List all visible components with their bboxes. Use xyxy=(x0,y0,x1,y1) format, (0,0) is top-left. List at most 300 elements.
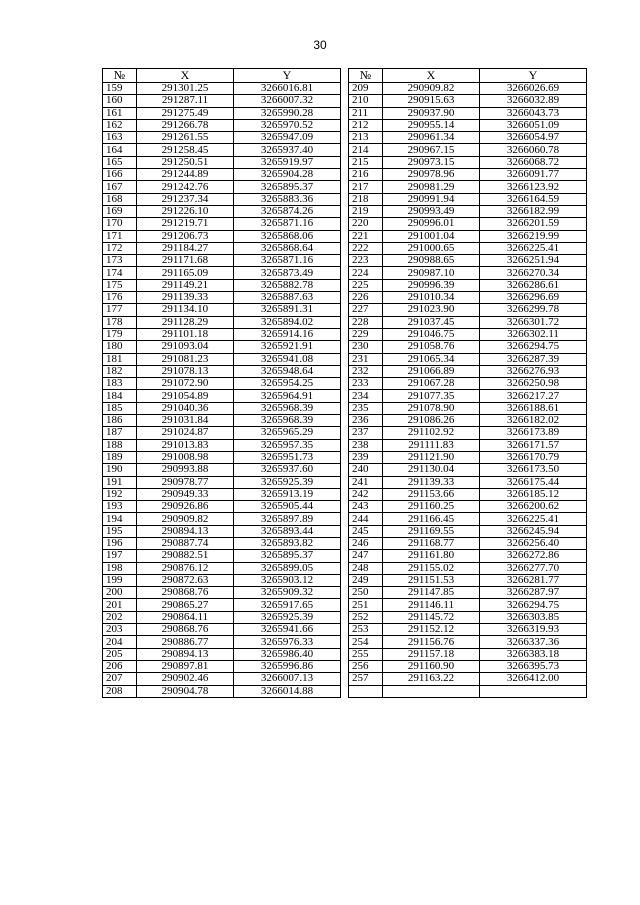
cell-y: 3265957.35 xyxy=(234,439,341,451)
cell-number: 235 xyxy=(349,402,383,414)
cell-x: 290868.76 xyxy=(137,624,234,636)
column-gap xyxy=(341,83,349,95)
cell-y: 3266016.81 xyxy=(234,83,341,95)
cell-number: 214 xyxy=(349,144,383,156)
cell-y: 3265937.40 xyxy=(234,144,341,156)
cell-x: 291301.25 xyxy=(137,83,234,95)
table-row xyxy=(103,242,587,254)
cell-y: 3265874.26 xyxy=(234,205,341,217)
cell-x: 290909.82 xyxy=(137,513,234,525)
cell-x: 291008.98 xyxy=(137,451,234,463)
cell-x: 291086.26 xyxy=(383,415,480,427)
column-gap xyxy=(341,488,349,500)
cell-y: 3266276.93 xyxy=(480,365,587,377)
cell-y: 3265941.66 xyxy=(234,624,341,636)
cell-number: 256 xyxy=(349,660,383,672)
cell-y: 3266412.00 xyxy=(480,673,587,685)
coordinates-table xyxy=(102,68,587,698)
column-gap xyxy=(341,267,349,279)
cell-y: 3266281.77 xyxy=(480,574,587,586)
cell-y: 3265909.32 xyxy=(234,587,341,599)
cell-x: 290991.94 xyxy=(383,193,480,205)
table-row xyxy=(103,636,587,648)
table-row xyxy=(103,218,587,230)
column-gap xyxy=(341,156,349,168)
table-row xyxy=(103,660,587,672)
cell-x: 291149.21 xyxy=(137,279,234,291)
cell-x: 290978.77 xyxy=(137,476,234,488)
cell-x: 290886.77 xyxy=(137,636,234,648)
table-row xyxy=(103,365,587,377)
column-gap xyxy=(341,464,349,476)
cell-number: 173 xyxy=(103,255,137,267)
cell-y: 3266301.72 xyxy=(480,316,587,328)
cell-y: 3265868.64 xyxy=(234,242,341,254)
cell-number: 184 xyxy=(103,390,137,402)
column-gap xyxy=(341,390,349,402)
cell-number: 249 xyxy=(349,574,383,586)
cell-x: 291078.90 xyxy=(383,402,480,414)
cell-x: 291266.78 xyxy=(137,119,234,131)
cell-y: 3265883.36 xyxy=(234,193,341,205)
cell-number: 163 xyxy=(103,132,137,144)
cell-number: 232 xyxy=(349,365,383,377)
header-x: X xyxy=(383,69,480,83)
cell-number: 223 xyxy=(349,255,383,267)
table-row xyxy=(103,611,587,623)
cell-x: 290902.46 xyxy=(137,673,234,685)
cell-number: 159 xyxy=(103,83,137,95)
column-gap xyxy=(341,255,349,267)
cell-x: 291206.73 xyxy=(137,230,234,242)
cell-number: 236 xyxy=(349,415,383,427)
cell-number: 204 xyxy=(103,636,137,648)
cell-number: 210 xyxy=(349,95,383,107)
cell-x: 290864.11 xyxy=(137,611,234,623)
column-gap xyxy=(341,476,349,488)
cell-x: 290987.10 xyxy=(383,267,480,279)
cell-y: 3266303.85 xyxy=(480,611,587,623)
cell-y: 3265913.19 xyxy=(234,488,341,500)
cell-y: 3265990.28 xyxy=(234,107,341,119)
cell-number: 171 xyxy=(103,230,137,242)
cell-number: 206 xyxy=(103,660,137,672)
cell-number: 251 xyxy=(349,599,383,611)
table-row xyxy=(103,402,587,414)
column-gap xyxy=(341,611,349,623)
cell-number: 199 xyxy=(103,574,137,586)
cell-x: 291250.51 xyxy=(137,156,234,168)
cell-number: 257 xyxy=(349,673,383,685)
column-gap xyxy=(341,378,349,390)
cell-y: 3266123.92 xyxy=(480,181,587,193)
cell-y: 3265893.82 xyxy=(234,537,341,549)
column-gap xyxy=(341,501,349,513)
cell-y xyxy=(480,685,587,697)
cell-y: 3266294.75 xyxy=(480,599,587,611)
cell-x: 290894.13 xyxy=(137,525,234,537)
cell-number: 189 xyxy=(103,451,137,463)
table-row xyxy=(103,439,587,451)
column-gap xyxy=(341,513,349,525)
table-row xyxy=(103,156,587,168)
cell-x: 290876.12 xyxy=(137,562,234,574)
cell-number: 227 xyxy=(349,304,383,316)
table-row xyxy=(103,587,587,599)
cell-y: 3265905.44 xyxy=(234,501,341,513)
cell-x: 291261.55 xyxy=(137,132,234,144)
cell-y: 3265895.37 xyxy=(234,181,341,193)
table-row xyxy=(103,501,587,513)
cell-x: 290882.51 xyxy=(137,550,234,562)
column-gap xyxy=(341,95,349,107)
cell-y: 3266173.50 xyxy=(480,464,587,476)
table-row xyxy=(103,95,587,107)
cell-y: 3265871.16 xyxy=(234,255,341,267)
cell-number: 166 xyxy=(103,169,137,181)
cell-number: 222 xyxy=(349,242,383,254)
cell-number: 239 xyxy=(349,451,383,463)
cell-y: 3266217.27 xyxy=(480,390,587,402)
cell-number: 186 xyxy=(103,415,137,427)
cell-x: 290897.81 xyxy=(137,660,234,672)
cell-number: 254 xyxy=(349,636,383,648)
cell-x: 291046.75 xyxy=(383,328,480,340)
cell-y: 3266060.78 xyxy=(480,144,587,156)
table-row xyxy=(103,353,587,365)
table-row xyxy=(103,488,587,500)
cell-x: 291161.80 xyxy=(383,550,480,562)
column-gap xyxy=(341,402,349,414)
table-row xyxy=(103,574,587,586)
cell-x: 291001.04 xyxy=(383,230,480,242)
cell-number: 219 xyxy=(349,205,383,217)
cell-x: 291258.45 xyxy=(137,144,234,156)
table-row xyxy=(103,328,587,340)
cell-x: 291102.92 xyxy=(383,427,480,439)
table-row xyxy=(103,132,587,144)
cell-y: 3266007.13 xyxy=(234,673,341,685)
cell-x: 291081.23 xyxy=(137,353,234,365)
cell-y: 3266175.44 xyxy=(480,476,587,488)
table-header-row xyxy=(103,69,587,83)
cell-y: 3265951.73 xyxy=(234,451,341,463)
table-row xyxy=(103,181,587,193)
cell-y: 3266164.59 xyxy=(480,193,587,205)
cell-number: 228 xyxy=(349,316,383,328)
cell-number: 216 xyxy=(349,169,383,181)
cell-number: 181 xyxy=(103,353,137,365)
column-gap xyxy=(341,132,349,144)
cell-x: 291145.72 xyxy=(383,611,480,623)
cell-y: 3266225.41 xyxy=(480,242,587,254)
cell-y: 3266299.78 xyxy=(480,304,587,316)
cell-x: 291169.55 xyxy=(383,525,480,537)
cell-number: 246 xyxy=(349,537,383,549)
cell-number: 195 xyxy=(103,525,137,537)
cell-y: 3265976.33 xyxy=(234,636,341,648)
cell-y: 3265948.64 xyxy=(234,365,341,377)
cell-x: 290955.14 xyxy=(383,119,480,131)
cell-number: 194 xyxy=(103,513,137,525)
cell-y: 3266302.11 xyxy=(480,328,587,340)
cell-x: 291184.27 xyxy=(137,242,234,254)
column-gap xyxy=(341,451,349,463)
cell-y: 3265919.97 xyxy=(234,156,341,168)
table-row xyxy=(103,304,587,316)
cell-number: 233 xyxy=(349,378,383,390)
table-row xyxy=(103,562,587,574)
cell-number: 180 xyxy=(103,341,137,353)
cell-x: 291134.10 xyxy=(137,304,234,316)
cell-x: 290894.13 xyxy=(137,648,234,660)
cell-x: 291152.12 xyxy=(383,624,480,636)
cell-x: 291156.76 xyxy=(383,636,480,648)
cell-x: 290937.90 xyxy=(383,107,480,119)
cell-x: 290978.96 xyxy=(383,169,480,181)
cell-y: 3266287.39 xyxy=(480,353,587,365)
table-row xyxy=(103,193,587,205)
cell-x: 291024.87 xyxy=(137,427,234,439)
cell-number: 176 xyxy=(103,292,137,304)
cell-x: 290993.49 xyxy=(383,205,480,217)
cell-x: 290967.15 xyxy=(383,144,480,156)
cell-x: 291166.45 xyxy=(383,513,480,525)
cell-x: 291058.76 xyxy=(383,341,480,353)
cell-y: 3266026.69 xyxy=(480,83,587,95)
cell-number: 172 xyxy=(103,242,137,254)
column-gap xyxy=(341,636,349,648)
header-x: X xyxy=(137,69,234,83)
cell-number: 205 xyxy=(103,648,137,660)
cell-x: 291054.89 xyxy=(137,390,234,402)
cell-y: 3266225.41 xyxy=(480,513,587,525)
cell-y: 3266188.61 xyxy=(480,402,587,414)
cell-y: 3265899.05 xyxy=(234,562,341,574)
cell-x: 291065.34 xyxy=(383,353,480,365)
cell-y: 3266054.97 xyxy=(480,132,587,144)
cell-y: 3265947.09 xyxy=(234,132,341,144)
cell-x: 291000.65 xyxy=(383,242,480,254)
cell-y: 3265871.16 xyxy=(234,218,341,230)
cell-x: 291139.33 xyxy=(383,476,480,488)
cell-y: 3266014.88 xyxy=(234,685,341,697)
header-y: Y xyxy=(234,69,341,83)
table-row xyxy=(103,476,587,488)
cell-x: 291244.89 xyxy=(137,169,234,181)
cell-y: 3266337.36 xyxy=(480,636,587,648)
header-y: Y xyxy=(480,69,587,83)
table-row xyxy=(103,341,587,353)
cell-x: 291219.71 xyxy=(137,218,234,230)
cell-number: 201 xyxy=(103,599,137,611)
cell-y: 3266200.62 xyxy=(480,501,587,513)
cell-number: 230 xyxy=(349,341,383,353)
table-row xyxy=(103,599,587,611)
cell-x: 290868.76 xyxy=(137,587,234,599)
column-gap xyxy=(341,292,349,304)
table-row xyxy=(103,537,587,549)
table-row xyxy=(103,144,587,156)
column-gap xyxy=(341,119,349,131)
cell-number: 255 xyxy=(349,648,383,660)
cell-x: 291031.84 xyxy=(137,415,234,427)
column-gap xyxy=(341,181,349,193)
cell-number: 198 xyxy=(103,562,137,574)
cell-number: 221 xyxy=(349,230,383,242)
cell-number: 213 xyxy=(349,132,383,144)
cell-number: 234 xyxy=(349,390,383,402)
cell-y: 3266032.89 xyxy=(480,95,587,107)
cell-y: 3265917.65 xyxy=(234,599,341,611)
column-gap xyxy=(341,439,349,451)
cell-x: 290996.39 xyxy=(383,279,480,291)
cell-x: 290949.33 xyxy=(137,488,234,500)
cell-number: 167 xyxy=(103,181,137,193)
table-row xyxy=(103,525,587,537)
column-gap xyxy=(341,69,349,83)
table-row xyxy=(103,279,587,291)
cell-y: 3266219.99 xyxy=(480,230,587,242)
table-body xyxy=(103,83,587,698)
cell-y: 3266182.99 xyxy=(480,205,587,217)
table-row xyxy=(103,83,587,95)
cell-x: 290993.88 xyxy=(137,464,234,476)
table-row xyxy=(103,316,587,328)
cell-y: 3266182.02 xyxy=(480,415,587,427)
page-number: 30 xyxy=(313,38,327,52)
cell-x: 290981.29 xyxy=(383,181,480,193)
cell-number: 170 xyxy=(103,218,137,230)
cell-number: 179 xyxy=(103,328,137,340)
cell-number: 190 xyxy=(103,464,137,476)
cell-y: 3265954.25 xyxy=(234,378,341,390)
column-gap xyxy=(341,599,349,611)
cell-y: 3266256.40 xyxy=(480,537,587,549)
cell-number: 200 xyxy=(103,587,137,599)
column-gap xyxy=(341,660,349,672)
table-row xyxy=(103,390,587,402)
cell-number: 191 xyxy=(103,476,137,488)
cell-y: 3265887.63 xyxy=(234,292,341,304)
cell-number: 253 xyxy=(349,624,383,636)
table-row xyxy=(103,513,587,525)
table-row xyxy=(103,451,587,463)
cell-number: 192 xyxy=(103,488,137,500)
column-gap xyxy=(341,587,349,599)
cell-number: 247 xyxy=(349,550,383,562)
cell-y: 3266383.18 xyxy=(480,648,587,660)
cell-y: 3266043.73 xyxy=(480,107,587,119)
table-row xyxy=(103,267,587,279)
cell-y: 3265895.37 xyxy=(234,550,341,562)
cell-x: 291160.90 xyxy=(383,660,480,672)
cell-y: 3265964.91 xyxy=(234,390,341,402)
cell-number: 242 xyxy=(349,488,383,500)
cell-number: 209 xyxy=(349,83,383,95)
column-gap xyxy=(341,537,349,549)
header-number: № xyxy=(103,69,137,83)
column-gap xyxy=(341,574,349,586)
cell-number: 207 xyxy=(103,673,137,685)
cell-y: 3265894.02 xyxy=(234,316,341,328)
cell-y: 3265891.31 xyxy=(234,304,341,316)
cell-y: 3266007.32 xyxy=(234,95,341,107)
cell-x: 291067.28 xyxy=(383,378,480,390)
cell-y: 3265937.60 xyxy=(234,464,341,476)
cell-x: 291037.45 xyxy=(383,316,480,328)
cell-y: 3266051.09 xyxy=(480,119,587,131)
cell-y: 3265970.52 xyxy=(234,119,341,131)
cell-x: 290904.78 xyxy=(137,685,234,697)
column-gap xyxy=(341,304,349,316)
cell-x: 291130.04 xyxy=(383,464,480,476)
cell-number: 231 xyxy=(349,353,383,365)
cell-y: 3266296.69 xyxy=(480,292,587,304)
column-gap xyxy=(341,316,349,328)
table-row xyxy=(103,119,587,131)
cell-x: 291111.83 xyxy=(383,439,480,451)
cell-x: 291023.90 xyxy=(383,304,480,316)
column-gap xyxy=(341,624,349,636)
cell-y: 3265903.12 xyxy=(234,574,341,586)
column-gap xyxy=(341,169,349,181)
cell-number: 211 xyxy=(349,107,383,119)
cell-number: 243 xyxy=(349,501,383,513)
cell-x: 290973.15 xyxy=(383,156,480,168)
cell-y: 3265914.16 xyxy=(234,328,341,340)
table-row xyxy=(103,464,587,476)
column-gap xyxy=(341,673,349,685)
cell-number: 248 xyxy=(349,562,383,574)
cell-y: 3266170.79 xyxy=(480,451,587,463)
table-row xyxy=(103,427,587,439)
cell-x: 290926.86 xyxy=(137,501,234,513)
cell-y: 3265941.08 xyxy=(234,353,341,365)
cell-number: 208 xyxy=(103,685,137,697)
cell-y: 3266185.12 xyxy=(480,488,587,500)
cell-number: 193 xyxy=(103,501,137,513)
cell-x: 291160.25 xyxy=(383,501,480,513)
cell-x: 290988.65 xyxy=(383,255,480,267)
cell-number: 202 xyxy=(103,611,137,623)
cell-y: 3265921.91 xyxy=(234,341,341,353)
cell-y: 3266091.77 xyxy=(480,169,587,181)
cell-y: 3265968.39 xyxy=(234,415,341,427)
cell-number: 237 xyxy=(349,427,383,439)
cell-x: 290996.01 xyxy=(383,218,480,230)
table-row xyxy=(103,292,587,304)
cell-number: 165 xyxy=(103,156,137,168)
cell-x: 291168.77 xyxy=(383,537,480,549)
cell-number: 169 xyxy=(103,205,137,217)
cell-number: 175 xyxy=(103,279,137,291)
cell-y: 3266250.98 xyxy=(480,378,587,390)
cell-x: 290909.82 xyxy=(383,83,480,95)
table-row xyxy=(103,648,587,660)
cell-y: 3266173.89 xyxy=(480,427,587,439)
cell-x: 291040.36 xyxy=(137,402,234,414)
cell-y: 3266287.97 xyxy=(480,587,587,599)
column-gap xyxy=(341,230,349,242)
cell-number: 196 xyxy=(103,537,137,549)
header-number: № xyxy=(349,69,383,83)
column-gap xyxy=(341,648,349,660)
cell-x: 291151.53 xyxy=(383,574,480,586)
cell-x: 291078.13 xyxy=(137,365,234,377)
column-gap xyxy=(341,550,349,562)
table-row xyxy=(103,378,587,390)
